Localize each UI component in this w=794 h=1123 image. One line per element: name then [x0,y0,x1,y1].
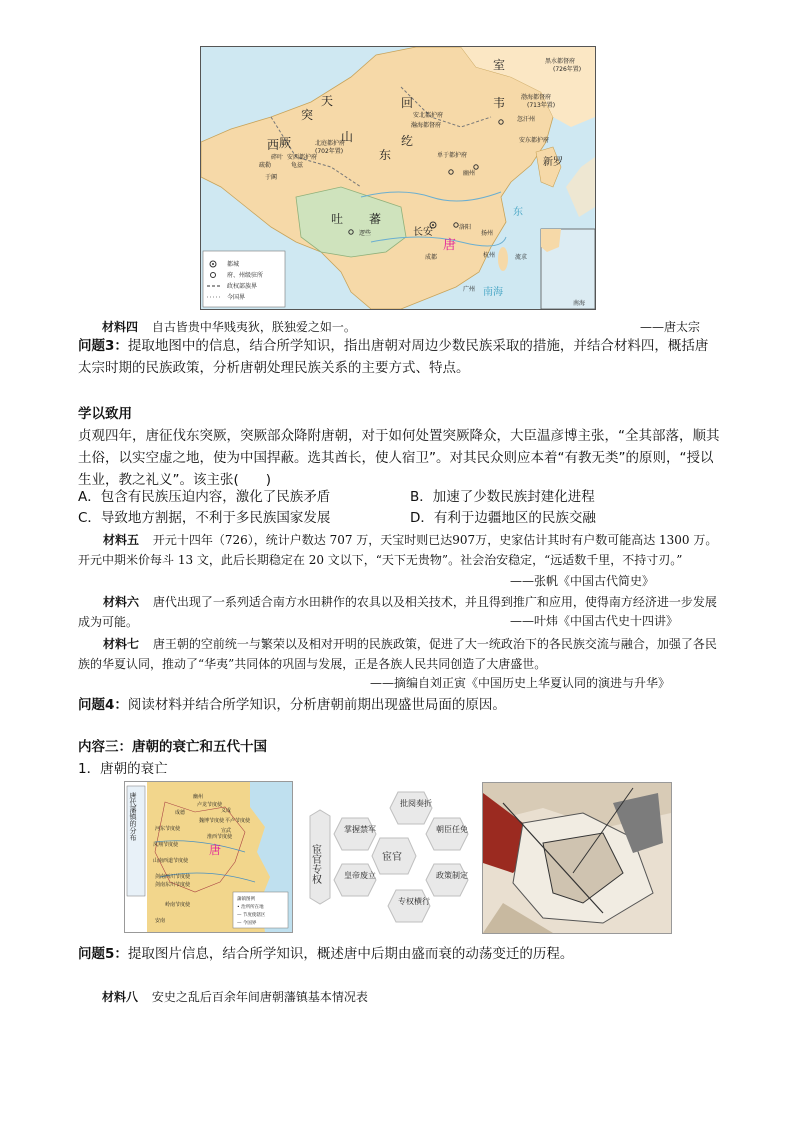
map-label: 安东都护府 [519,137,550,144]
map-label: 安北都护府 [413,112,444,119]
map-label: 杭州 [483,252,496,259]
map-place: 山南西道节度使 [153,858,189,864]
material-text: 自古皆贵中华贱夷狄，朕独爱之如一。 [151,320,356,334]
map-label: 单于都护府 [437,152,468,159]
map-label: 南海 [573,300,586,307]
map-label: 东 [513,207,523,218]
question-label: 问题3： [78,338,128,354]
map-label: 唐 [443,238,457,253]
map-place: 幽州 [193,794,204,800]
map-label: (702年置) [315,148,344,155]
map-label: 黑水都督府 [545,58,576,65]
map-place: 河东节度使 [155,826,181,832]
map-label: 纥 [401,134,414,148]
question-text: 提取图片信息，结合所学知识，概述唐中后期由盛而衰的动荡变迁的历程。 [127,946,574,962]
map-place: 魏博节度使 [199,818,225,824]
map-place: 安南 [155,918,166,924]
material-label: 材料七 [103,637,140,651]
map-label: 流求 [515,254,528,261]
map-label: 回 [401,96,414,110]
question-3 [78,335,718,379]
diagram-node: 皇帝废立 [344,871,376,880]
question-label: 问题5： [78,946,128,962]
map-label: 广州 [463,286,476,293]
section-title: 学以致用 [78,406,132,422]
map-label: 吐 [331,212,344,226]
map-place: 淮西节度使 [207,834,233,840]
material-text: 开元十四年（726），统计户数达 707 万，天宝时则已达907万，史家估计其时有户数可能高达 1300 万。开元中期米价每斗 13 文，此后长期稳定在 20 文以下，“天下无贵物”。社会治安稳定，“远适数千里，不持寸刃。” [78,533,718,567]
map-label: 碎叶 [271,154,284,161]
legend-item: 都城 [227,261,240,268]
question-stem: 贞观四年，唐征伐东突厥，突厥部众降附唐朝，对于如何处置突厥降众，大臣温彦博主张，“全其部落，顺其土俗，以实空虚之地，使为中国捍蔽。选其酋长，使人宿卫”。对其民众则应本着“有教无类”的原则，“授以生业，教之礼义”。该主张( ) [78,428,720,488]
map-label: 韦 [493,96,506,110]
option-c[interactable]: C．导致地方割据，不利于多民族国家发展 [78,510,331,526]
map-place: 成德 [175,810,186,816]
material-text: 唐王朝的空前统一与繁荣以及相对开明的民族政策，促进了大一统政治下的各民族交流与融合，加强了各民族的华夏认同，推动了“华夷”共同体的巩固与发展，正是各族人民共同创造了大唐盛世。 [78,637,717,671]
map-place: 义成 [221,808,232,814]
fanzhen-map [124,781,293,933]
material-label: 材料四 [102,320,139,334]
legend-item: • 治所所在地 [237,905,264,910]
map-label: 洛阳 [459,224,472,231]
tang-territory-map [200,46,596,310]
map-label: 安西都护府 [287,154,318,161]
map-place: 剑南东川节度使 [155,882,191,888]
map-label: 北庭都护府 [315,140,346,147]
option-b[interactable]: B．加速了少数民族封建化进程 [410,489,595,505]
map-label: 东 [379,148,392,162]
option-d[interactable]: D．有利于边疆地区的民族交融 [410,510,596,526]
map-label: 长安 [413,227,433,238]
subsection-title: 1．唐朝的衰亡 [78,761,168,777]
map-label: 成都 [425,254,438,261]
section-title: 内容三：唐朝的衰亡和五代十国 [78,739,267,755]
map-label: 瀚海都督府 [411,122,442,129]
map-side-title: 唐代藩镇的分布 [129,792,137,841]
question-4 [78,694,718,716]
material-label: 材料六 [103,595,140,609]
battle-painting [482,782,672,934]
map-label: (713年置) [527,102,556,109]
legend-item: — 今国界 [237,921,257,926]
map-place: 岭南节度使 [165,902,191,908]
material-source: ——叶炜《中国古代史十四讲》 [510,614,679,628]
diagram-node: 政策制定 [436,871,468,880]
legend-item: — 节度使辖区 [237,913,266,918]
material-8 [102,988,368,1005]
question-text: 阅读材料并结合所学知识，分析唐朝前期出现盛世局面的原因。 [127,697,506,713]
map-label: 龟兹 [291,162,304,169]
map-label: 天 [321,94,334,108]
diagram-node: 朝臣任免 [436,825,468,834]
question-text: 提取地图中的信息，结合所学知识，指出唐朝对周边少数民族采取的措施，并结合材料四，概括唐太宗时期的民族政策，分析唐朝处理民族关系的主要方式、特点。 [78,338,709,376]
map-place: 宣武 [221,828,232,834]
map-place: 平卢节度使 [225,818,251,824]
material-source: ——张帆《中国古代简史》 [510,574,655,588]
map-label: (726年置) [553,66,582,73]
material-5 [78,530,720,570]
question-5 [78,943,718,965]
question-label: 问题4： [78,697,128,713]
map-label: 唐 [209,843,222,857]
material-text: 安史之乱后百余年间唐朝藩镇基本情况表 [151,990,368,1004]
material-7 [78,634,720,674]
legend-item: 藩镇图例 [237,897,255,902]
map-place: 卢龙节度使 [197,802,223,808]
legend-item: 府、州级驻所 [227,272,264,279]
map-place: 凤翔节度使 [153,842,179,848]
map-label: 山 [341,130,354,144]
map-label: 幽州 [463,170,476,177]
option-a[interactable]: A．包含有民族压迫内容，激化了民族矛盾 [78,489,331,505]
map-label: 新罗 [543,157,563,168]
map-label: 逻些 [359,230,372,237]
material-label: 材料五 [103,533,140,547]
diagram-node: 批阅奏折 [400,799,432,808]
map-label: 南海 [483,287,503,298]
material-source: ——唐太宗 [640,320,701,334]
material-label: 材料八 [102,990,139,1004]
eunuch-power-diagram [296,786,476,928]
material-source: ——摘编自刘正寅《中国历史上华夏认同的演进与升华》 [370,676,671,690]
map-label: 厥 [279,136,292,150]
map-place: 剑南西川节度使 [155,874,191,880]
map-label: 扬州 [481,230,494,237]
map-label: 疏勒 [259,162,272,169]
legend-item: 今国界 [227,294,246,301]
map-label: 忽汗州 [517,116,536,123]
map-label: 于阗 [265,174,278,181]
material-text: 唐代出现了一系列适合南方水田耕作的农具以及相关技术，并且得到推广和应用，使得南方经济进一步发展成为可能。 [78,595,717,629]
map-label: 蕃 [369,212,382,226]
material-4 [102,318,356,335]
map-label: 西 [267,138,280,152]
map-label: 渤海都督府 [521,94,552,101]
diagram-center: 宦官 [382,852,402,863]
legend-item: 政权部族界 [227,283,258,290]
map-label: 突 [301,108,314,122]
map-label: 室 [493,58,506,72]
diagram-left-label: 宦官专权 [309,844,321,884]
diagram-node: 掌握禁军 [344,825,376,834]
diagram-node: 专权横行 [398,897,430,906]
